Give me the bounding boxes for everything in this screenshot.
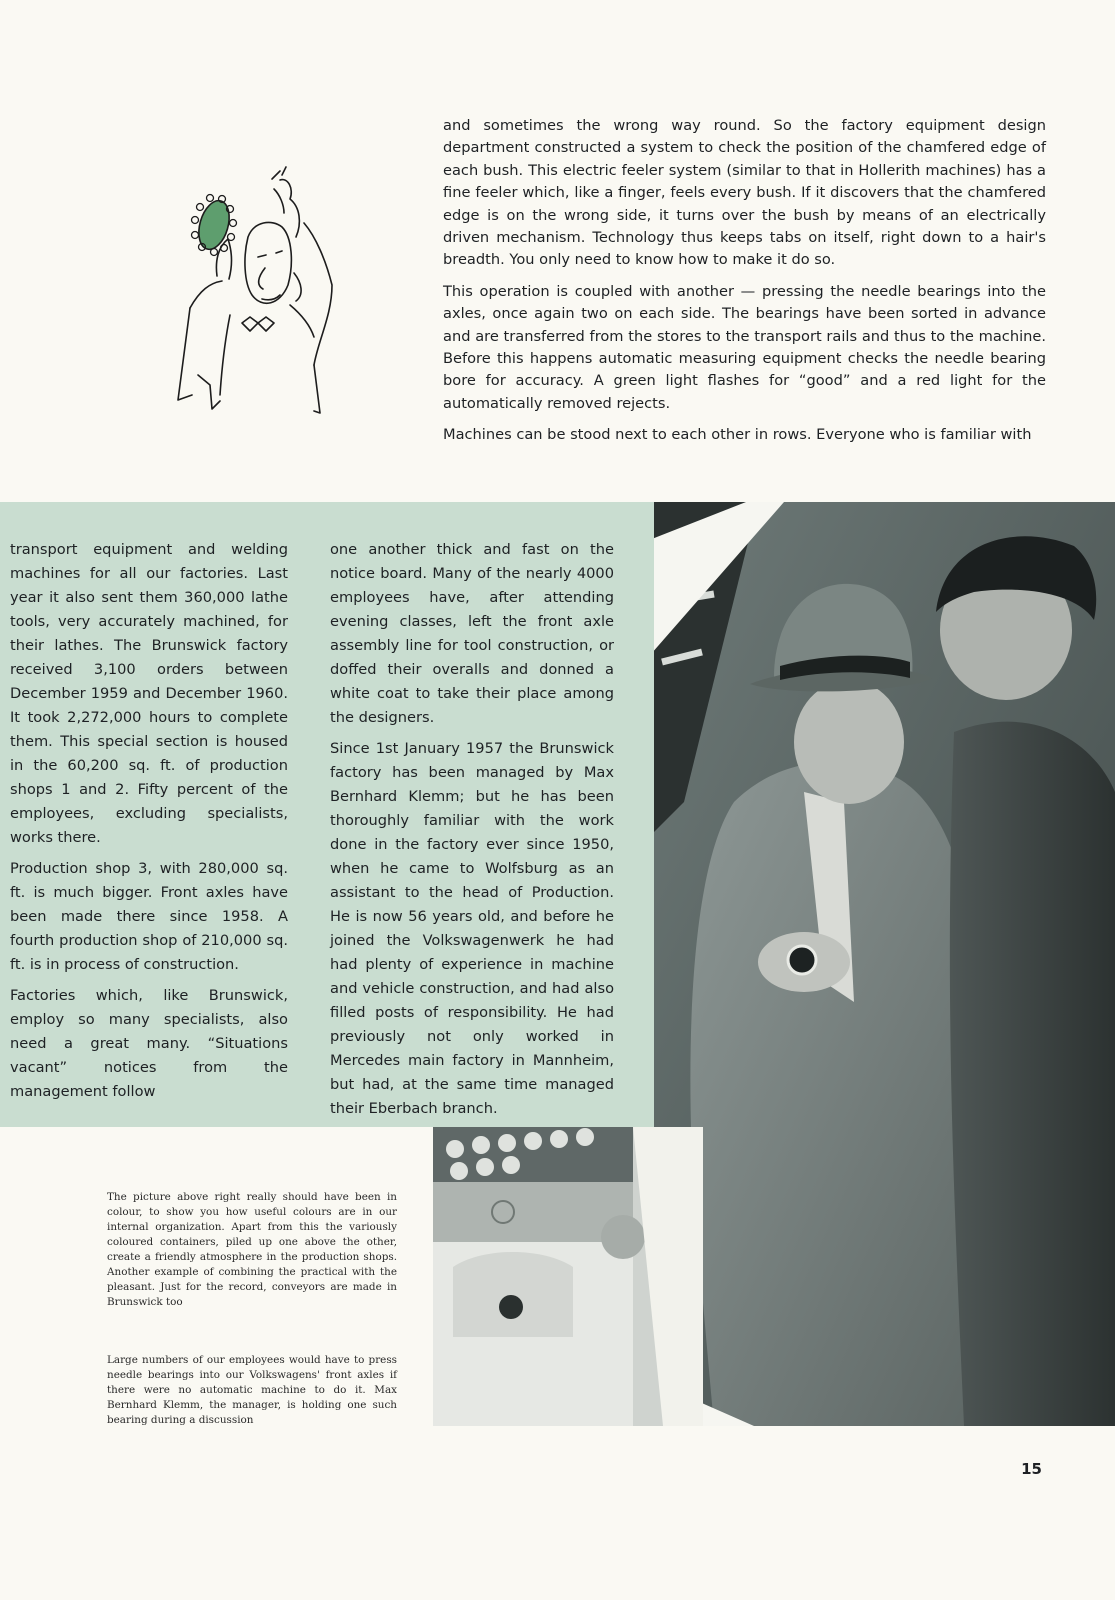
page-number: 15 [1021, 1460, 1042, 1478]
photo-two-men-with-bearing [654, 502, 1115, 1426]
top-column [443, 115, 1046, 456]
photo-bearing-press-machine [433, 1127, 703, 1426]
man-with-mirror-illustration [170, 165, 355, 427]
paragraph: Factories which, like Brunswick, employ so many specialists, also need a great many. “Situations vacant” notices from the management follow [10, 987, 288, 1100]
caption-colour-containers: The picture above right really should have been in colour, to show you how useful colours are in our internal organization. Apart from this the variously coloured containers, piled up one above the other, create a friendly atmosphere in the production shops. Another example of combining the practical with the pleasant. Just for the record, conveyors are made in Brunswick too [107, 1191, 397, 1308]
right-column [330, 538, 614, 1128]
paragraph: and sometimes the wrong way round. So the factory equipment design department constructed a system to check the position of the chamfered edge of each bush. This electric feeler system (similar to that in Hollerith machines) has a fine feeler which, like a finger, feels every bush. If it discovers that the chamfered edge is on the wrong side, it turns over the bush by means of an electrically driven mechanism. Technology thus keeps tabs on itself, right down to a hair's breadth. You only need to know how to make it do so. [443, 117, 1046, 269]
paragraph: Since 1st January 1957 the Brunswick factory has been managed by Max Bernhard Klemm; but he has been thoroughly familiar with the work done in the factory ever since 1950, when he came to Wolfsburg as an assistant to the head of Production. He is now 56 years old, and before he joined the Volkswagenwerk he had had plenty of experience in machine and vehicle construction, and had also filled posts of responsibility. He had previously not only worked in Mercedes main factory in Mannheim, but had, at the same time managed their Eberbach branch. [330, 740, 614, 1117]
left-column [10, 538, 288, 1111]
paragraph: one another thick and fast on the notice board. Many of the nearly 4000 employees have, after attending evening classes, left the front axle assembly line for tool construction, or doffed their overalls and donned a white coat to take their place among the designers. [330, 541, 614, 726]
paragraph: This operation is coupled with another — pressing the needle bearings into the axles, once again two on each side. The bearings have been sorted in advance and are transferred from the stores to the transport rails and thus to the machine. Before this happens automatic measuring equipment checks the needle bearing bore for accuracy. A green light flashes for “good” and a red light for the automatically removed rejects. [443, 282, 1046, 412]
paragraph: Machines can be stood next to each other in rows. Everyone who is familiar with [443, 426, 1032, 444]
paragraph: Production shop 3, with 280,000 sq. ft. is much bigger. Front axles have been made there since 1958. A fourth production shop of 210,000 sq. ft. is in process of construction. [10, 860, 288, 973]
paragraph: transport equipment and welding machines for all our factories. Last year it also sent them 360,000 lathe tools, very accurately machined, for their lathes. The Brunswick factory received 3,100 orders between December 1959 and December 1960. It took 2,272,000 hours to complete them. This special section is housed in the 60,200 sq. ft. of production shops 1 and 2. Fifty percent of the employees, excluding specialists, works there. [10, 541, 288, 846]
caption-needle-bearings: Large numbers of our employees would have to press needle bearings into our Volkswagens' front axles if there were no automatic machine to do it. Max Bernhard Klemm, the manager, is holding one such bearing during a discussion [107, 1354, 397, 1426]
